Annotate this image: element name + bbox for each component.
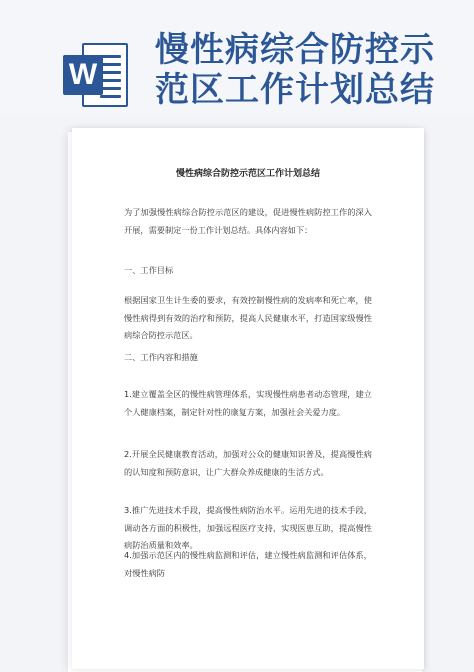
document-line <box>100 63 121 66</box>
goal-paragraph: 根据国家卫生计生委的要求，有效控制慢性病的发病率和死亡率，使慢性病得到有效的治疗和预防，提高人民健康水平，打造国家级慢性病综合防控示范区。 <box>124 295 372 340</box>
word-document-icon <box>63 39 131 111</box>
header-title: 慢性病综合防控示范区工作计划总结 <box>155 30 435 110</box>
word-badge: W <box>63 55 103 95</box>
document-line <box>100 55 121 58</box>
document-line <box>100 79 121 82</box>
section-heading-measures: 二、工作内容和措施 <box>124 352 198 362</box>
measure-item-2: 2.开展全民健康教育活动，加强对公众的健康知识普及，提高慢性病的认知度和预防意识，让广大群众养成健康的生活方式。 <box>124 449 372 477</box>
section-heading-goals: 一、工作目标 <box>124 265 174 275</box>
document-title: 慢性病综合防控示范区工作计划总结 <box>175 169 320 179</box>
document-line <box>100 87 121 90</box>
page-header <box>0 0 474 116</box>
document-page <box>72 128 424 669</box>
measure-item-4: 4.加强示范区内的慢性病监测和评估，建立慢性病监测和评估体系，对慢性病防 <box>124 550 372 578</box>
measure-item-1: 1.建立覆盖全区的慢性病管理体系，实现慢性病患者动态管理，建立个人健康档案，制定针对性的康复方案，加强社会关爱力度。 <box>124 389 372 417</box>
document-line <box>100 71 121 74</box>
document-line <box>100 95 121 98</box>
intro-paragraph: 为了加强慢性病综合防控示范区的建设，促进慢性病防控工作的深入开展，需要制定一份工作计划总结。具体内容如下： <box>124 207 372 235</box>
measure-item-3: 3.推广先进技术手段，提高慢性病防治水平。运用先进的技术手段，调动各方面的积极性，加强远程医疗支持，实现医患互助，提高慢性病防治质量和效率。 <box>124 505 372 550</box>
